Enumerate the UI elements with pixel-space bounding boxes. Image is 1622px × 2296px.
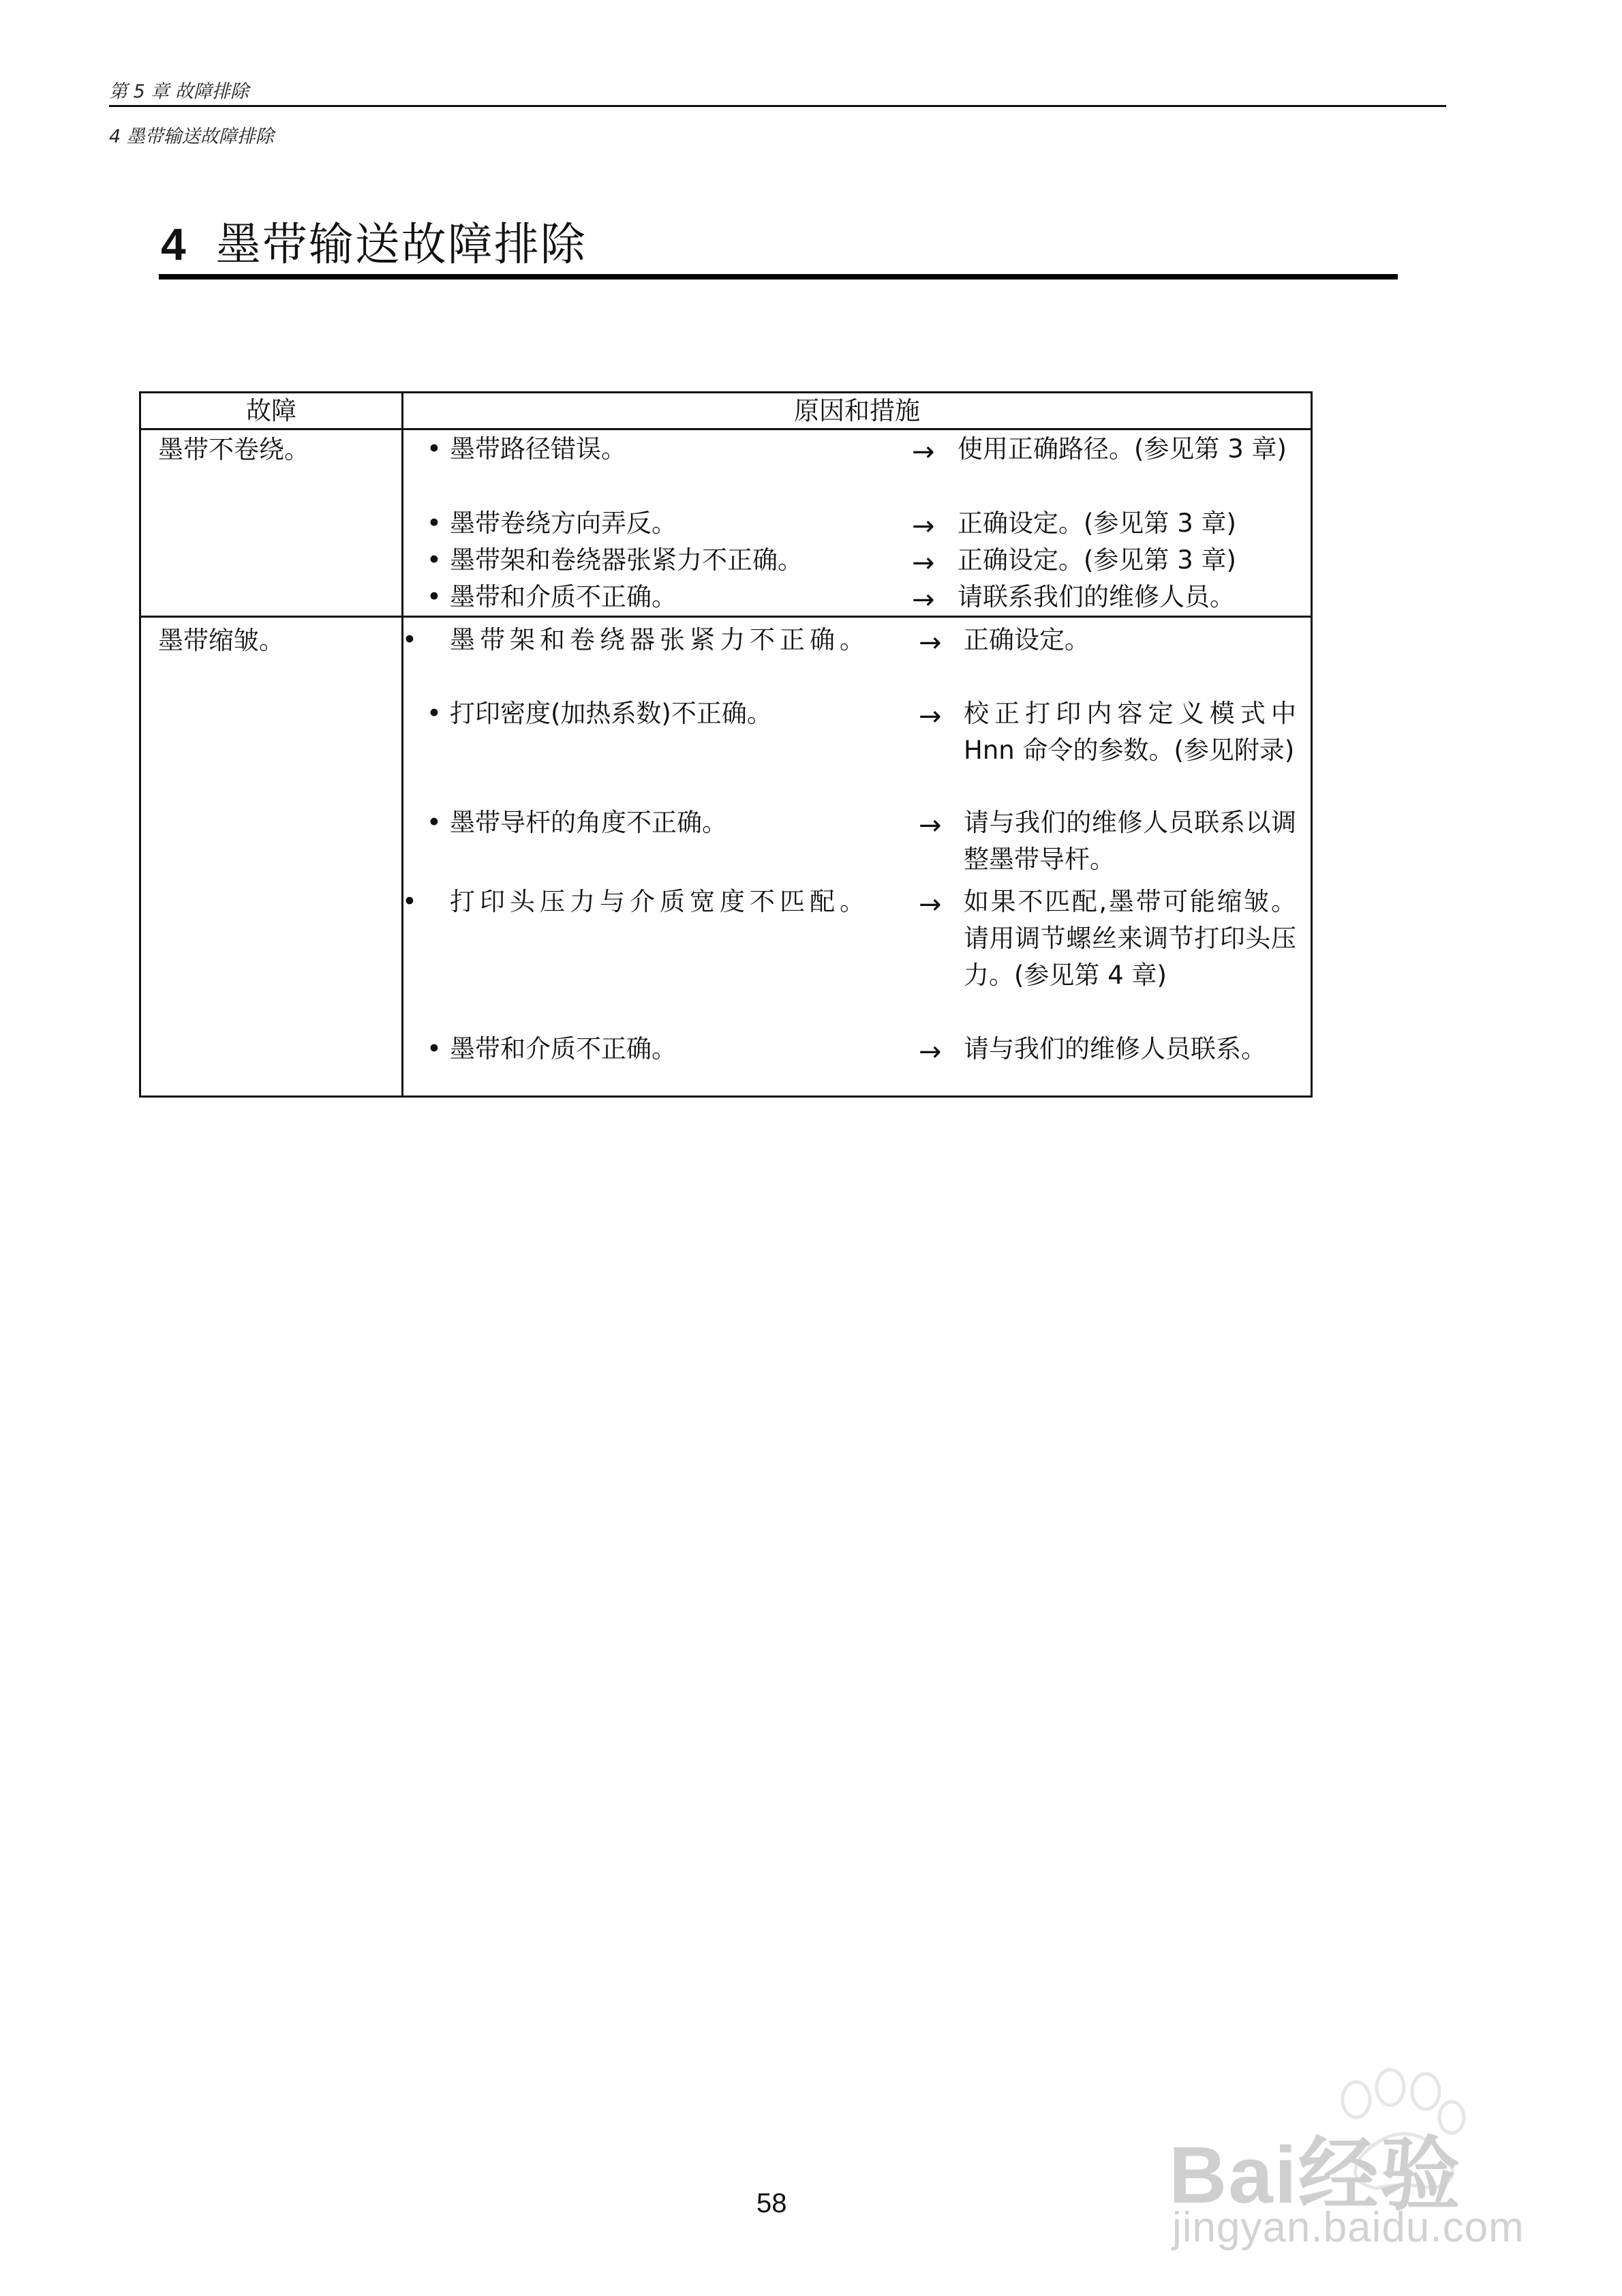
cause-text: 墨带和介质不正确。 [450, 582, 677, 611]
table-column-divider [401, 391, 403, 1098]
cause-text: 墨带架和卷绕器张紧力不正确。 [450, 625, 870, 654]
page-title [161, 217, 587, 272]
running-header-chapter: 第 5 章 故障排除 [109, 81, 249, 102]
cause-item [427, 579, 849, 616]
cause-item [402, 622, 874, 659]
cause-text: 墨带路径错误。 [450, 434, 626, 464]
section-title-text: 墨带输送故障排除 [215, 218, 587, 271]
column-header-fault: 故障 [246, 396, 296, 425]
arrow-icon: → [912, 547, 935, 579]
remedy-text: 请与我们的维修人员联系以调整墨带导杆。 [964, 808, 1296, 874]
cause-item [427, 695, 945, 732]
arrow-icon: → [919, 701, 942, 732]
cause-text: 打印密度(加热系数)不正确。 [450, 699, 772, 728]
section-number: 4 [161, 219, 186, 269]
watermark-url: jingyan.baidu.com [1172, 2204, 1525, 2251]
bullet: • [427, 808, 442, 837]
remedy-text: 使用正确路径。(参见第 3 章) [958, 434, 1287, 464]
page-number: 58 [756, 2188, 787, 2218]
bullet: • [427, 582, 442, 611]
running-header-section: 4 墨带输送故障排除 [109, 126, 274, 147]
table-row-divider [139, 616, 1313, 618]
cause-text: 打印头压力与介质宽度不匹配。 [450, 887, 870, 916]
fault-cell: 墨带缩皱。 [158, 626, 284, 655]
cause-text: 墨带卷绕方向弄反。 [450, 509, 677, 538]
remedy-text: 请联系我们的维修人员。 [958, 582, 1235, 611]
cause-text: 墨带导杆的角度不正确。 [450, 808, 727, 837]
arrow-icon: → [919, 1036, 942, 1068]
bullet: • [402, 625, 422, 654]
table-header-divider [139, 428, 1313, 430]
cause-item [427, 542, 945, 579]
bullet: • [427, 699, 442, 728]
watermark-brand: Bai经验 [1169, 2130, 1462, 2220]
arrow-icon: → [912, 584, 935, 616]
remedy-text: 正确设定。(参见第 3 章) [958, 509, 1236, 538]
remedy-text: 请与我们的维修人员联系。 [964, 1034, 1266, 1063]
remedy-text: 正确设定。(参见第 3 章) [958, 545, 1236, 575]
title-rule [159, 274, 1398, 280]
bullet: • [427, 434, 442, 464]
arrow-icon: → [912, 511, 935, 542]
arrow-icon: → [912, 436, 935, 468]
remedy-text: 校正打印内容定义模式中 Hnn 命令的参数。(参见附录) [964, 699, 1296, 765]
column-header-cause: 原因和措施 [794, 396, 920, 425]
remedy-text: 正确设定。 [964, 625, 1090, 654]
bullet: • [402, 887, 422, 916]
fault-cell: 墨带不卷绕。 [158, 435, 309, 464]
cause-item [402, 883, 874, 920]
arrow-icon: → [919, 889, 942, 920]
cause-item [427, 431, 849, 468]
header-rule [109, 105, 1446, 107]
remedy-text: 如果不匹配,墨带可能缩皱。请用调节螺丝来调节打印头压力。(参见第 4 章) [964, 887, 1296, 990]
cause-text: 墨带和介质不正确。 [450, 1034, 677, 1063]
arrow-icon: → [919, 627, 942, 659]
bullet: • [427, 1034, 442, 1063]
cause-item [427, 1031, 849, 1068]
cause-item [427, 505, 849, 542]
cause-item [427, 804, 849, 841]
bullet: • [427, 545, 442, 575]
cause-text: 墨带架和卷绕器张紧力不正确。 [450, 545, 803, 575]
arrow-icon: → [919, 810, 942, 841]
bullet: • [427, 509, 442, 538]
